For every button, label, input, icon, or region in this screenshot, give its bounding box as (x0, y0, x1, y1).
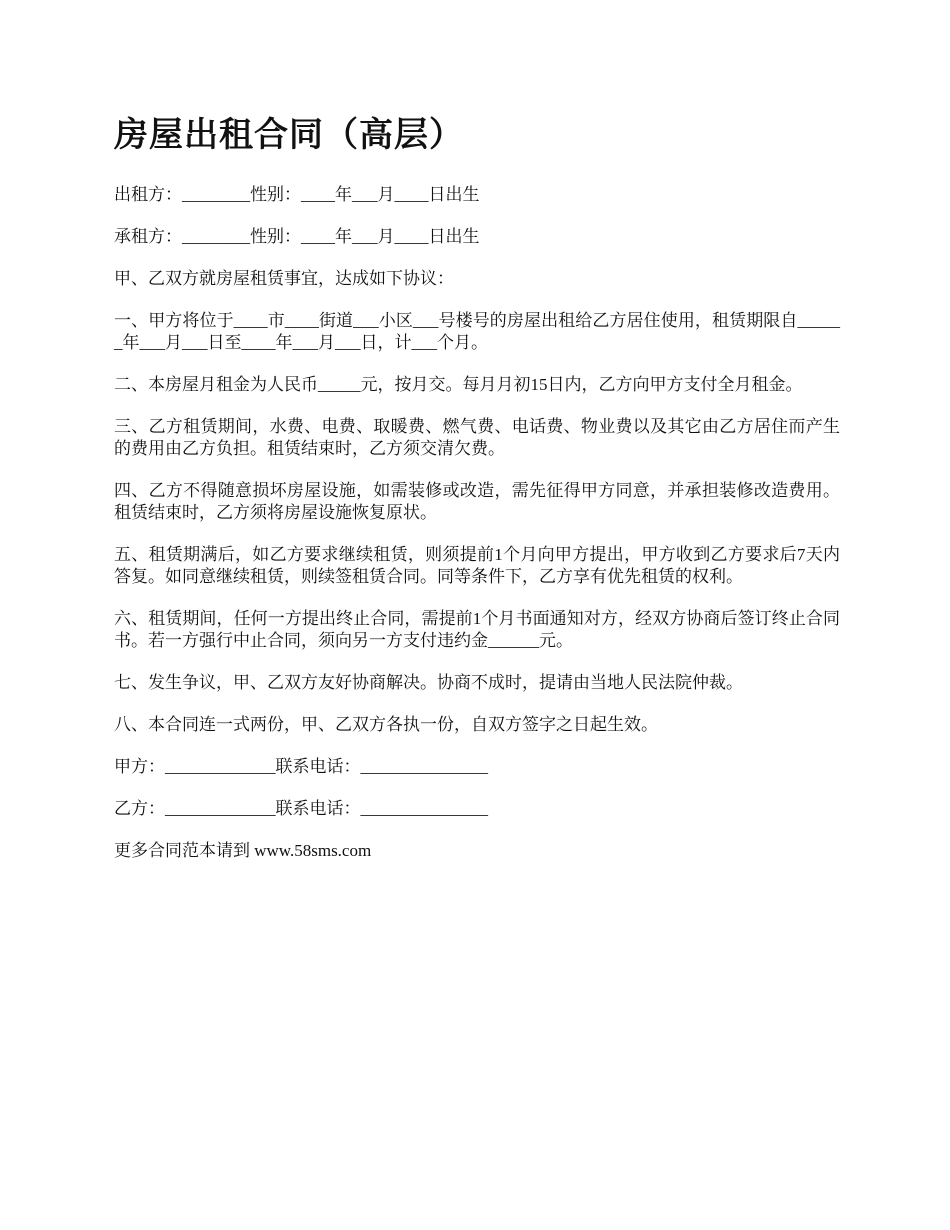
clause-7: 七、发生争议，甲、乙双方友好协商解决。协商不成时，提请由当地人民法院仲裁。 (114, 673, 743, 692)
footer-note: 更多合同范本请到 www.58sms.com (114, 841, 372, 860)
party-a-signature-line: 甲方：_____________联系电话：_______________ (114, 757, 488, 776)
clause-5: 五、租赁期满后，如乙方要求继续租赁，则须提前1个月向甲方提出，甲方收到乙方要求后7天内答复。如同意继续租赁，则续签租赁合同。同等条件下，乙方享有优先租赁的权利。 (114, 545, 840, 586)
clause-4: 四、乙方不得随意损坏房屋设施，如需装修或改造，需先征得甲方同意，并承担装修改造费用。租赁结束时，乙方须将房屋设施恢复原状。 (114, 481, 840, 522)
clause-8: 八、本合同连一式两份，甲、乙双方各执一份，自双方签字之日起生效。 (114, 715, 658, 734)
clause-1: 一、甲方将位于____市____街道___小区___号楼号的房屋出租给乙方居住使用，租赁期限自______年___月___日至____年___月___日，计___个月。 (114, 311, 840, 352)
clause-3: 三、乙方租赁期间，水费、电费、取暖费、燃气费、电话费、物业费以及其它由乙方居住而产生的费用由乙方负担。租赁结束时，乙方须交清欠费。 (114, 417, 840, 458)
clause-2: 二、本房屋月租金为人民币_____元，按月交。每月月初15日内，乙方向甲方支付全月租金。 (114, 375, 803, 394)
document-body (114, 112, 840, 882)
document-title: 房屋出租合同（高层） (114, 117, 464, 154)
clause-6: 六、租赁期间，任何一方提出终止合同，需提前1个月书面通知对方，经双方协商后签订终止合同书。若一方强行中止合同，须向另一方支付违约金______元。 (114, 609, 840, 650)
lessee-info-line: 承租方：________性别：____年___月____日出生 (114, 227, 480, 246)
party-b-signature-line: 乙方：_____________联系电话：_______________ (114, 799, 488, 818)
lessor-info-line: 出租方：________性别：____年___月____日出生 (114, 185, 480, 204)
agreement-intro: 甲、乙双方就房屋租赁事宜，达成如下协议： (114, 269, 454, 288)
